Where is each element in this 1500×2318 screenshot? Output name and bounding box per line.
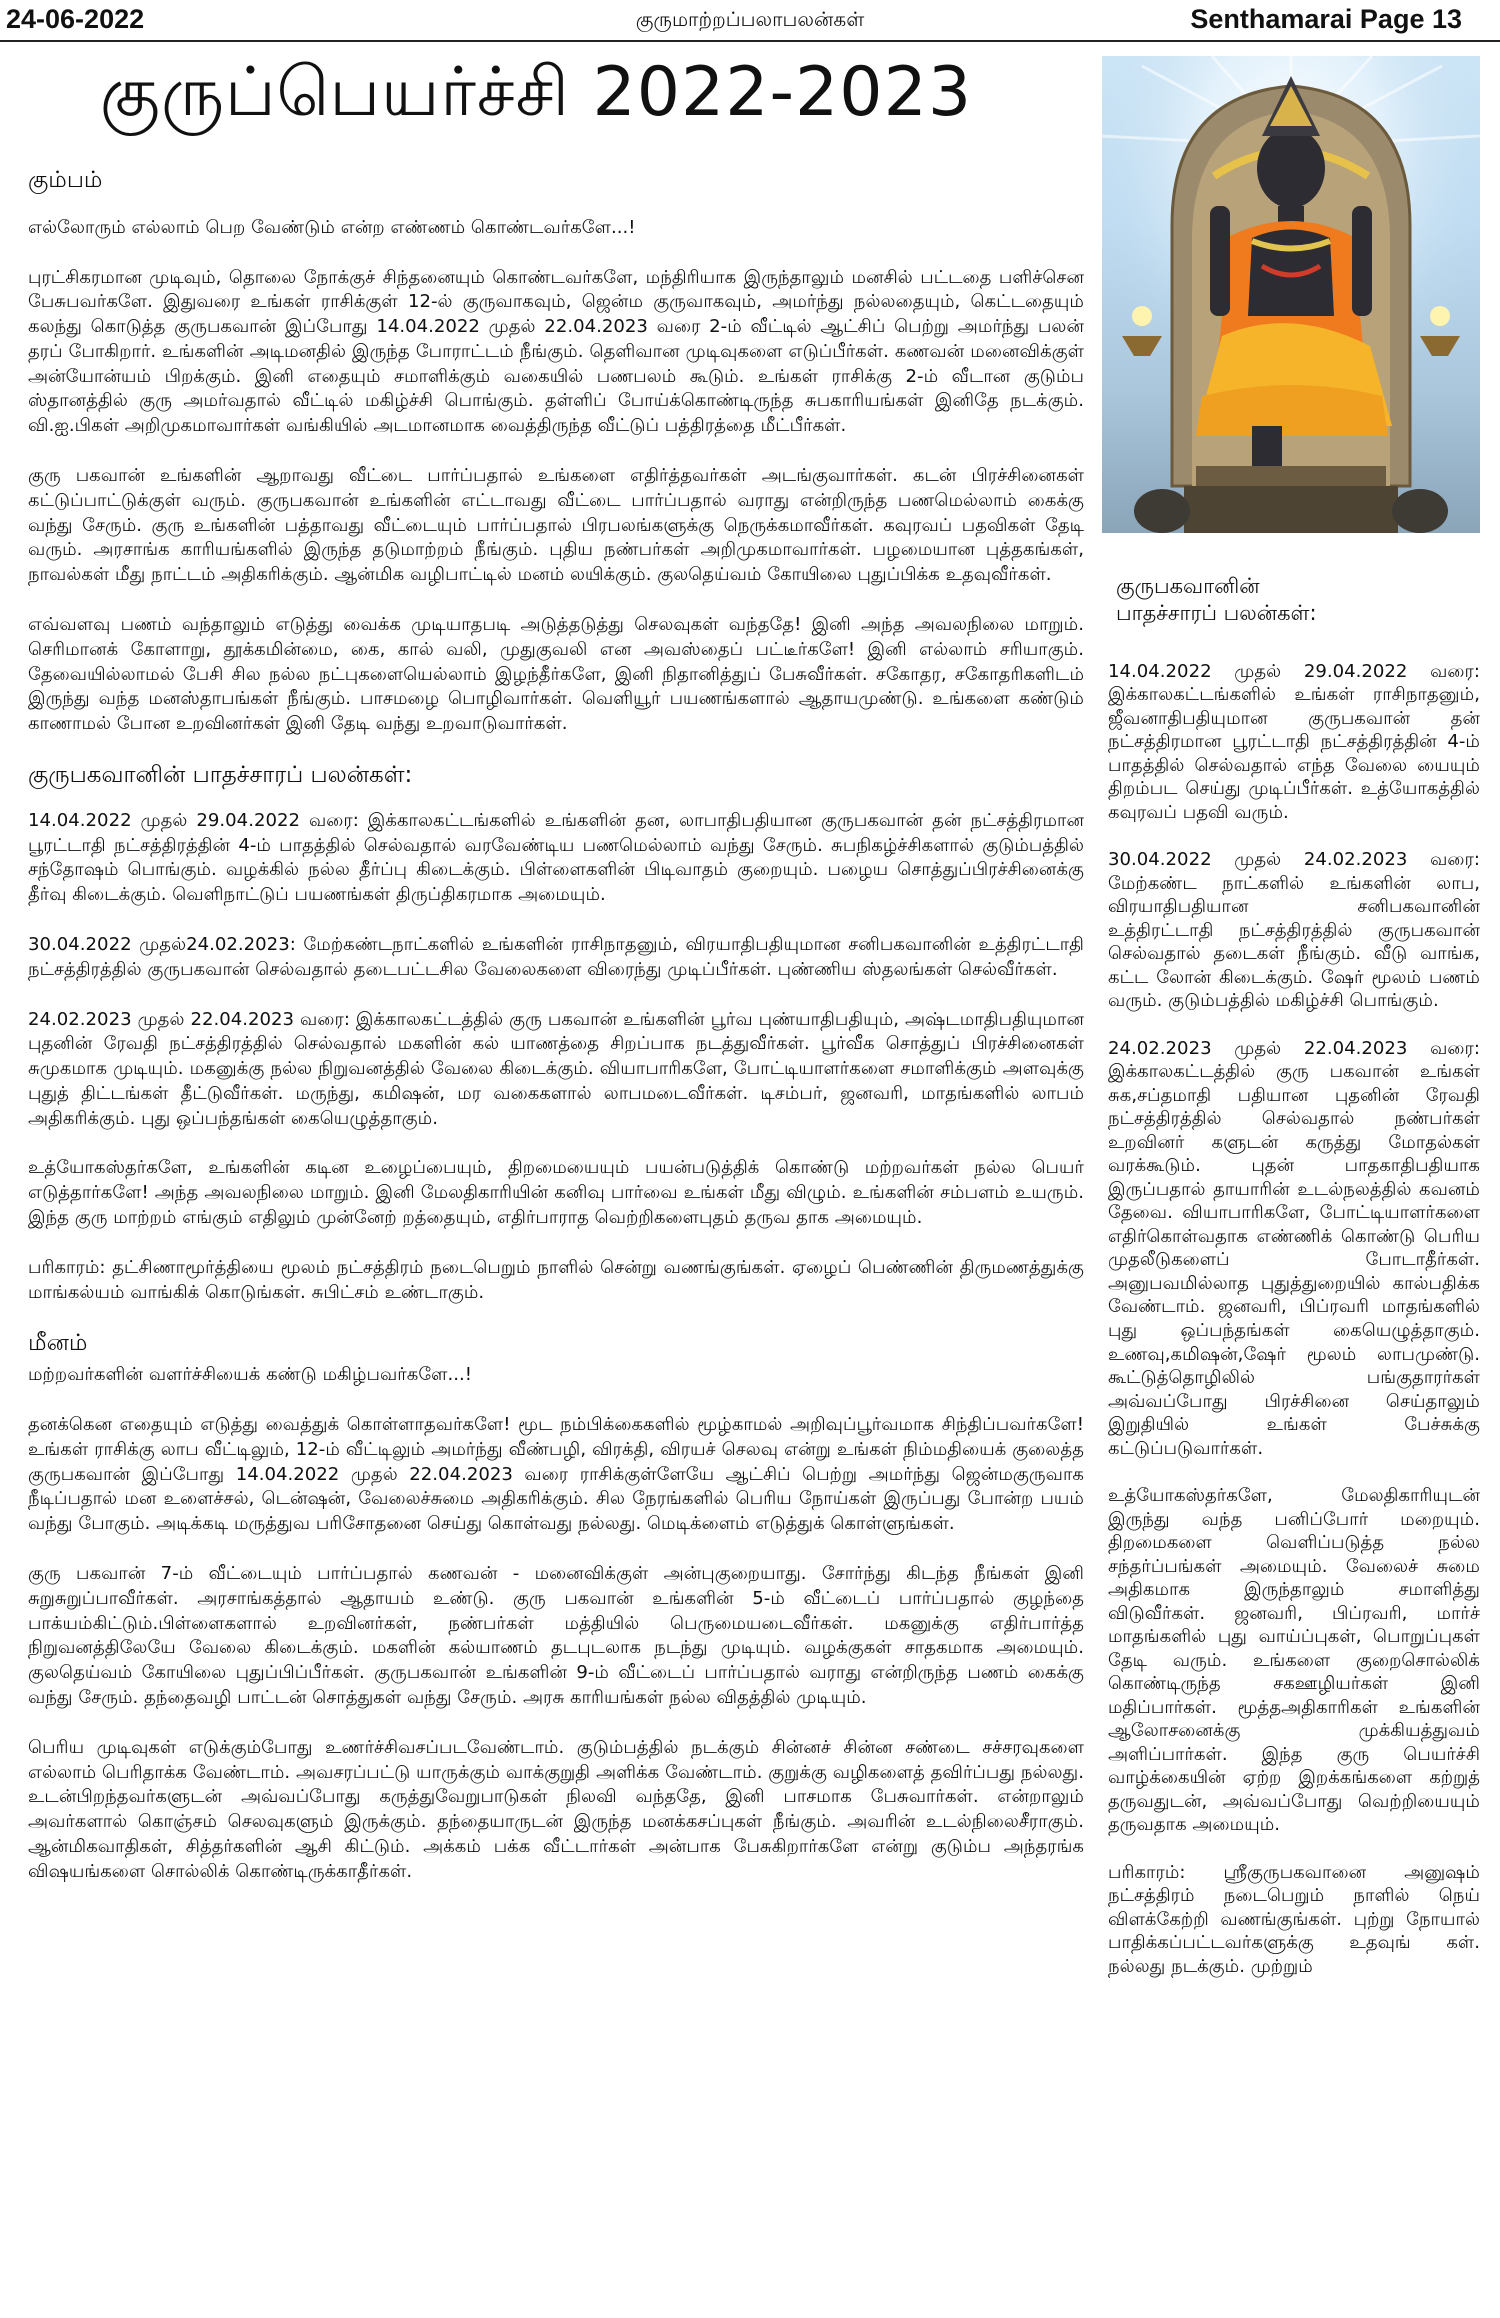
side-paragraph: 14.04.2022 முதல் 29.04.2022 வரை: இக்காலகட்டங்களில் உங்கள் ராசிநாதனும், ஜீவனாதிபதியுமான குருபகவான் தன் நட்சத்திரமான பூரட்டாதி நட்சத்திரத்தின் 4-ம் பாதத்தில் செல்வதால் எந்த வேலை யையும் திறம்பட செய்து முடிப்பீர்கள். உத்யோகத்தில் கவுரவப் பதவி வரும். (1108, 660, 1480, 823)
side-paragraph: 24.02.2023 முதல் 22.04.2023 வரை: இக்காலகட்டத்தில் குரு பகவான் உங்கள் சுக,சப்தமாதி பதியான புதனின் ரேவதி நட்சத்திரத்தில் செல்வதால் நண்பர்கள் உறவினர் களுடன் கருத்து மோதல்கள் வரக்கூடும். புதன் பாதகாதிபதியாக இருப்பதால் தாயாரின் உடல்நலத்தில் கவனம் தேவை. வியாபாரிகளே, போட்டியாளர்களை எதிர்கொள்வதாக எண்ணிக் கொண்டு பெரிய முதலீடுகளைப் போடாதீர்கள். அனுபவமில்லாத புதுத்துறையில் கால்பதிக்க வேண்டாம். ஜனவரி, பிப்ரவரி மாதங்களில் புது ஒப்பந்தங்கள் கையெழுத்தாகும். உணவு,கமிஷன்,ஷேர் மூலம் லாபமுண்டு. கூட்டுத்தொழிலில் பங்குதாரர்கள் அவ்வப்போது பிரச்சினை செய்தாலும் இறுதியில் உங்கள் பேச்சுக்கு கட்டுப்படுவார்கள். (1108, 1037, 1480, 1459)
kumbam-remedy: பரிகாரம்: தட்சிணாமூர்த்தியை மூலம் நட்சத்திரம் நடைபெறும் நாளில் சென்று வணங்குங்கள். ஏழைப் பெண்ணின் திருமணத்துக்கு மாங்கல்யம் வாங்கிக் கொடுங்கள். சுபிட்சம் உண்டாகும். (28, 1256, 1084, 1303)
kumbam-paragraph: எவ்வளவு பணம் வந்தாலும் எடுத்து வைக்க முடியாதபடி அடுத்தடுத்து செலவுகள் வந்ததே! இனி அந்த அவலநிலை மாறும். செரிமானக் கோளாறு, தூக்கமின்மை, கை, கால் வலி, முதுகுவலி என அவஸ்தைப் பட்டீர்களே! இனி எல்லாம் சரியாகும். தேவையில்லாமல் பேசி சில நல்ல நட்புகளையெல்லாம் இழந்தீர்களே, இனி நிதானித்துப் பேசுவீர்கள். சகோதர, சகோதரிகளிடம் இருந்து வந்த மனஸ்தாபங்கள் நீங்கும். பாசமழை பொழிவார்கள். வெளியூர் பயணங்களால் ஆதாயமுண்டு. உங்களை கண்டும் காணாமல் போன உறவினர்கள் இனி தேடி வந்து உறவாடுவார்கள். (28, 613, 1084, 735)
meenam-paragraph: குரு பகவான் 7-ம் வீட்டையும் பார்ப்பதால் கணவன் - மனைவிக்குள் அன்புகுறையாது. சோர்ந்து கிடந்த நீங்கள் இனி சுறுசுறுப்பாவீர்கள். அரசாங்கத்தால் ஆதாயம் உண்டு. குரு பகவான் உங்களின் 5-ம் வீட்டைப் பார்ப்பதால் குழந்தை பாக்யம்கிட்டும்.பிள்ளைகளால் உறவினர்கள், நண்பர்கள் மத்தியில் பெருமையடைவீர்கள். மகனுக்கு எதிர்பார்த்த நிறுவனத்திலேயே வேலை கிடைக்கும். மகளின் கல்யாணம் தடபுடலாக நடந்து முடியும். வழக்குகள் சாதகமாக அமையும். குலதெய்வம் கோயிலை புதுப்பிப்பீர்கள். குருபகவான் உங்களின் 9-ம் வீட்டைப் பார்ப்பதால் வராது என்றிருந்த பணம் கைக்கு வந்து சேரும். தந்தைவழி பாட்டன் சொத்துகள் வந்து சேரும். அரசு காரியங்கள் நல்ல விதத்தில் முடியும். (28, 1563, 1084, 1708)
guru-idol-image (1102, 56, 1480, 533)
header-date: 24-06-2022 (6, 4, 145, 34)
side-column (1102, 56, 1480, 2314)
kumbam-paragraph: புரட்சிகரமான முடிவும், தொலை நோக்குச் சிந்தனையும் கொண்டவர்களே, மந்திரியாக இருந்தாலும் மனசில் பட்டதை பளிச்சென பேசுபவர்களே. இதுவரை உங்கள் ராசிக்குள் 12-ல் குருவாகவும், ஜென்ம குருவாகவும், அமர்ந்து நல்லதையும், கெட்டதையும் கலந்து கொடுத்த குருபகவான் இப்போது 14.04.2022 முதல் 22.04.2023 வரை 2-ம் வீட்டில் ஆட்சிப் பெற்று அமர்ந்து பலன் தரப் போகிறார். உங்களின் அடிமனதில் இருந்த போராட்டம் நீங்கும். தெளிவான முடிவுகளை எடுப்பீர்கள். கணவன் மனைவிக்குள் அன்யோன்யம் பிறக்கும். இனி எதையும் சமாளிக்கும் வகையில் பணபலம் கூடும். உங்கள் ராசிக்கு 2-ம் வீடான குடும்ப ஸ்தானத்தில் குரு அமர்வதால் வீட்டில் மகிழ்ச்சி பொங்கும். தள்ளிப் போய்க்கொண்டிருந்த சுபகாரியங்கள் இனிதே நடக்கும். வி.ஐ.பிகள் அறிமுகமாவார்கள் வங்கியில் அடமானமாக வைத்திருந்த வீட்டுப் பத்திரத்தை மீட்பீர்கள். (28, 266, 1084, 437)
side-subheading-line: பாதச்சாரப் பலன்கள்: (1116, 601, 1317, 626)
kumbam-paragraph: 24.02.2023 முதல் 22.04.2023 வரை: இக்காலகட்டத்தில் குரு பகவான் உங்களின் பூர்வ புண்யாதிபதியும், அஷ்டமாதிபதியுமான புதனின் ரேவதி நட்சத்திரத்தில் செல்வதால் மகளின் கல் யாணத்தை சிறப்பாக நடத்துவீர்கள். பூர்வீக சொத்துப் பிரச்சினைகள் சுமுகமாக முடியும். மகனுக்கு நல்ல நிறுவனத்தில் வேலை கிடைக்கும். வியாபாரிகளே, போட்டியாளர்களை சமாளிக்கும் அளவுக்கு புதுத் திட்டங்கள் தீட்டுவீர்கள். மருந்து, கமிஷன், மர வகைகளால் லாபமடைவீர்கள். டிசம்பர், ஜனவரி, மாதங்களில் லாபம் அதிகரிக்கும். புது ஒப்பந்தங்கள் கையெழுத்தாகும். (28, 1008, 1084, 1129)
page-header (0, 0, 1500, 42)
side-subheading-line: குருபகவானின் (1116, 574, 1260, 598)
meenam-paragraph: தனக்கென எதையும் எடுத்து வைத்துக் கொள்ளாதவர்களே! மூட நம்பிக்கைகளில் மூழ்காமல் அறிவுப்பூர்வமாக சிந்திப்பவர்களே! உங்கள் ராசிக்கு லாப வீட்டிலும், 12-ம் வீட்டிலும் அமர்ந்து வீண்பழி, விரக்தி, விரயச் செலவு என்று உங்கள் நிம்மதியைக் குலைத்த குருபகவான் இப்போது 14.04.2022 முதல் 22.04.2023 வரை ராசிக்குள்ளேயே ஆட்சிப் பெற்று அமர்ந்து ஜென்மகுருவாக நீடிப்பதால் மன உளைச்சல், டென்ஷன், வேலைச்சுமை அதிகரிக்கும். சில நேரங்களில் பெரிய நோய்கள் இருப்பது போன்ற பயம் வந்து போகும். அடிக்கடி மருத்துவ பரிசோதனை செய்து கொள்வது நல்லது. மெடிக்ளைம் எடுத்துக் கொள்ளுங்கள். (28, 1414, 1084, 1535)
guru-idol-illustration (1102, 56, 1480, 533)
page-title: குருப்பெயர்ச்சி 2022-2023 (99, 56, 973, 132)
kumbam-paragraph: 30.04.2022 முதல்24.02.2023: மேற்கண்டநாட்களில் உங்களின் ராசிநாதனும், விரயாதிபதியுமான சனிபகவானின் உத்திரட்டாதி நட்சத்திரத்தில் குருபகவான் செல்வதால் தடைபட்டசில வேலைகளை விரைந்து முடிப்பீர்கள். புண்ணிய ஸ்தலங்கள் செல்வீர்கள். (28, 933, 1084, 980)
side-remedy: பரிகாரம்: ஸ்ரீகுருபகவானை அனுஷம் நட்சத்திரம் நடைபெறும் நாளில் நெய் விளக்கேற்றி வணங்குங்கள். புற்று நோயால் பாதிக்கப்பட்டவர்களுக்கு உதவுங் கள். நல்லது நடக்கும். முற்றும் (1108, 1861, 1480, 1977)
kumbam-paragraph: உத்யோகஸ்தர்களே, உங்களின் கடின உழைப்பையும், திறமையையும் பயன்படுத்திக் கொண்டு மற்றவர்கள் நல்ல பெயர் எடுத்தார்களே! அந்த அவலநிலை மாறும். இனி மேலதிகாரியின் கனிவு பார்வை உங்கள் மீது விழும். உங்களின் சம்பளம் உயரும். இந்த குரு மாற்றம் எங்கும் எதிலும் முன்னேற் றத்தையும், எதிர்பாராத வெற்றிகளைபுதம் தருவ தாக அமையும். (28, 1157, 1084, 1229)
side-subheading (1116, 573, 1480, 628)
kumbam-paragraph: குரு பகவான் உங்களின் ஆறாவது வீட்டை பார்ப்பதால் உங்களை எதிர்த்தவர்கள் அடங்குவார்கள். கடன் பிரச்சினைகள் கட்டுப்பாட்டுக்குள் வரும். குருபகவான் உங்களின் எட்டாவது வீட்டை பார்ப்பதால் வராது என்றிருந்த பணமெல்லாம் கைக்கு வந்து சேரும். குரு உங்களின் பத்தாவது வீட்டையும் பார்ப்பதால் பிரபலங்களுக்கு நெருக்கமாவீர்கள். கவுரவப் பதவிகள் தேடி வரும். அரசாங்க காரியங்களில் இருந்த தடுமாற்றம் நீங்கும். புதிய நண்பர்கள் அறிமுகமாவார்கள். பழமையான புத்தகங்கள், நாவல்கள் மீது நாட்டம் அதிகரிக்கும். ஆன்மிக வழிபாட்டில் மனம் லயிக்கும். குலதெய்வம் கோயிலை புதுப்பிக்க உதவுவீர்கள். (28, 465, 1084, 586)
kumbam-paragraph: 14.04.2022 முதல் 29.04.2022 வரை: இக்காலகட்டங்களில் உங்களின் தன, லாபாதிபதியான குருபகவான் தன் நட்சத்திரமான பூரட்டாதி நட்சத்திரத்தின் 4-ம் பாதத்தில் செல்வதால் வரவேண்டிய பணமெல்லாம் வந்து சேரும். சுபநிகழ்ச்சிகளால் குடும்பத்தில் சந்தோஷம் பொங்கும். வழக்கில் நல்ல தீர்ப்பு கிடைக்கும். பிள்ளைகளின் பிடிவாதம் குறையும். பழைய சொத்துப்பிரச்சினைக்கு தீர்வு கிடைக்கும். வெளிநாட்டுப் பயணங்கள் திருப்திகரமாக அமையும். (28, 809, 1084, 906)
meenam-intro: மற்றவர்களின் வளர்ச்சியைக் கண்டு மகிழ்பவர்களே...! (28, 1364, 473, 1386)
sign-heading-meenam: மீனம் (28, 1330, 88, 1357)
header-page-label: Senthamarai Page 13 (1190, 4, 1462, 34)
side-paragraph: உத்யோகஸ்தர்களே, மேலதிகாரியுடன் இருந்து வந்த பனிப்போர் மறையும். திறமைகளை வெளிப்படுத்த நல்ல சந்தர்ப்பங்கள் அமையும். வேலைச் சுமை அதிகமாக இருந்தாலும் சமாளித்து விடுவீர்கள். ஜனவரி, பிப்ரவரி, மார்ச் மாதங்களில் புது வாய்ப்புகள், பொறுப்புகள் தேடி வரும். உங்களை குறைசொல்லிக் கொண்டிருந்த சகஊழியர்கள் இனி மதிப்பார்கள். மூத்தஅதிகாரிகள் உங்களின் ஆலோசனைக்கு முக்கியத்துவம் அளிப்பார்கள். இந்த குரு பெயர்ச்சி வாழ்க்கையின் ஏற்ற இறக்கங்களை கற்றுத் தருவதுடன், அவ்வப்போது வெற்றியையும் தருவதாக அமையும். (1108, 1485, 1480, 1836)
kumbam-intro: எல்லோரும் எல்லாம் பெற வேண்டும் என்ற எண்ணம் கொண்டவர்களே...! (28, 216, 636, 238)
kumbam-subheading: குருபகவானின் பாதச்சாரப் பலன்கள்: (28, 761, 413, 788)
sign-heading-kumbam: கும்பம் (28, 166, 103, 193)
side-paragraph: 30.04.2022 முதல் 24.02.2023 வரை: மேற்கண்ட நாட்களில் உங்களின் லாப, விரயாதிபதியான சனிபகவானின் உத்திரட்டாதி நட்சத்திரத்தில் குருபகவான் செல்வதால் தடைகள் நீங்கும். வீடு வாங்க, கட்ட லோன் கிடைக்கும். ஷேர் மூலம் பணம் வரும். குடும்பத்தில் மகிழ்ச்சி பொங்கும். (1108, 849, 1480, 1012)
meenam-paragraph: பெரிய முடிவுகள் எடுக்கும்போது உணர்ச்சிவசப்படவேண்டாம். குடும்பத்தில் நடக்கும் சின்னச் சின்ன சண்டை சச்சரவுகளை எல்லாம் பெரிதாக்க வேண்டாம். அவசரப்பட்டு யாருக்கும் வாக்குறுதி அளிக்க வேண்டாம். குறுக்கு வழிகளைத் தவிர்ப்பது நல்லது. உடன்பிறந்தவர்களுடன் அவ்வப்போது கருத்துவேறுபாடுகள் நிலவி வந்ததே, இனி பாசமாக பேசுவார்கள். என்றாலும் அவர்களால் கொஞ்சம் செலவுகளும் இருக்கும். தந்தையாருடன் இருந்த மனக்கசப்புகள் நீங்கும். அவரின் உடல்நிலைசீராகும். ஆன்மிகவாதிகள், சித்தர்களின் ஆசி கிட்டும். அக்கம் பக்க வீட்டார்கள் அன்பாக பேசுகிறார்களே என்று குடும்ப அந்தரங்க விஷயங்களை சொல்லிக் கொண்டிருக்காதீர்கள். (28, 1736, 1084, 1882)
main-column (28, 56, 1084, 2311)
header-section-title: குருமாற்றப்பலாபலன்கள் (635, 7, 865, 31)
